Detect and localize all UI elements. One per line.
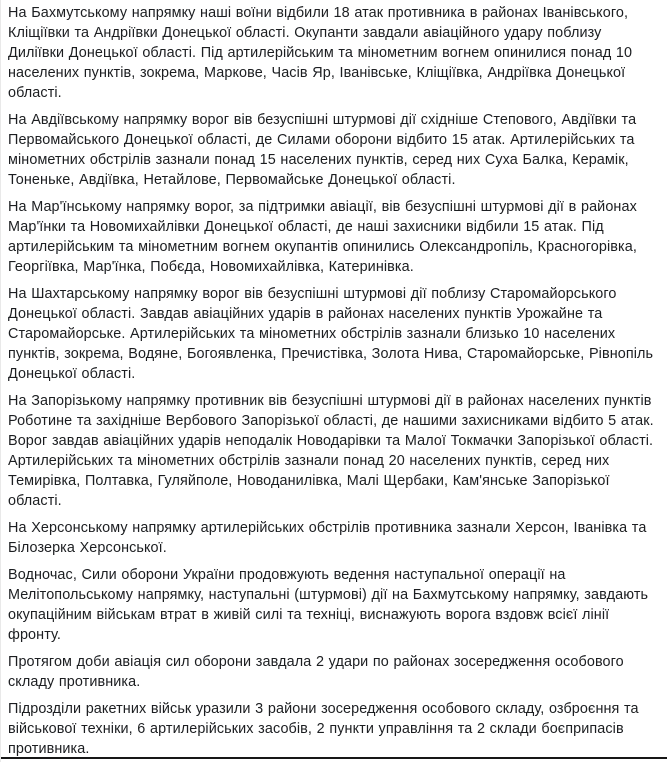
situation-report [8,3,659,759]
paragraph-shakhtarsk-direction: На Шахтарському напрямку ворог вів безуспішні штурмові дії поблизу Старомайорського Донецької області. Завдав авіаційних ударів в районах населених пунктів Урожайне та Старомайорське. Артилерійських та мінометних обстрілів зазнали близько 10 населених пунктів, зокрема, Водяне, Богоявленка, Пречистівка, Золота Нива, Старомайорське, Рівнопіль Донецької області. [8,286,654,382]
paragraph-missile-forces: Підрозділи ракетних військ уразили 3 райони зосередження особового складу, озброєння та військової техніки, 6 артилерійських засобів, 2 пункти управління та 2 склади боєприпасів противника. [8,701,639,757]
paragraph-marinka-direction: На Мар'їнському напрямку ворог, за підтримки авіації, вів безуспішні штурмові дії в районах Мар'їнки та Новомихайлівки Донецької області, де наші захисники відбили 15 атак. Під артилерійським та мінометним вогнем окупантів опинились Олександропіль, Красногорівка, Георгіївка, Мар'їнка, Побєда, Новомихайлівка, Катеринівка. [8,199,637,275]
paragraph-kherson-direction: На Херсонському напрямку артилерійських обстрілів противника зазнали Херсон, Іванівка та Білозерка Херсонської. [8,520,647,556]
paragraph-avdiivka-direction: На Авдіївському напрямку ворог вів безуспішні штурмові дії східніше Степового, Авдіївки та Первомайського Донецької області, де Силами оборони відбито 15 атак. Артилерійських та мінометних обстрілів зазнали понад 15 населених пунктів, серед них Суха Балка, Керамік, Тоненьке, Авдіївка, Нетайлове, Первомайське Донецької області. [8,112,637,188]
bottom-divider [1,757,667,759]
paragraph-zaporizhzhia-direction: На Запорізькому напрямку противник вів безуспішні штурмові дії в районах населених пунктів Роботине та західніше Вербового Запорізької області, де нашими захисниками відбито 5 атак. Ворог завдав авіаційних ударів неподалік Новодарівки та Малої Токмачки Запорізької області. Артилерійських та мінометних обстрілів зазнали понад 20 населених пунктів, серед них Темирівка, Полтавка, Гуляйполе, Новоданилівка, Малі Щербаки, Кам'янське Запорізької області. [8,393,654,509]
paragraph-bakhmut-direction: На Бахмутському напрямку наші воїни відбили 18 атак противника в районах Іванівського, Кліщіївки та Андріївки Донецької області. Окупанти завдали авіаційного удару поблизу Диліївки Донецької області. Під артилерійським та мінометним вогнем опинилися понад 10 населених пунктів, зокрема, Маркове, Часів Яр, Іванівське, Кліщіївка, Андріївка Донецької області. [8,5,633,101]
paragraph-aviation-strikes: Протягом доби авіація сил оборони завдала 2 удари по районах зосередження особового складу противника. [8,654,624,690]
paragraph-offensive-operation: Водночас, Сили оборони України продовжують ведення наступальної операції на Мелітопольському напрямку, наступальні (штурмові) дії на Бахмутському напрямку, завдають окупаційним військам втрат в живій силі та техніці, виснажують ворога вздовж всієї лінії фронту. [8,567,649,643]
